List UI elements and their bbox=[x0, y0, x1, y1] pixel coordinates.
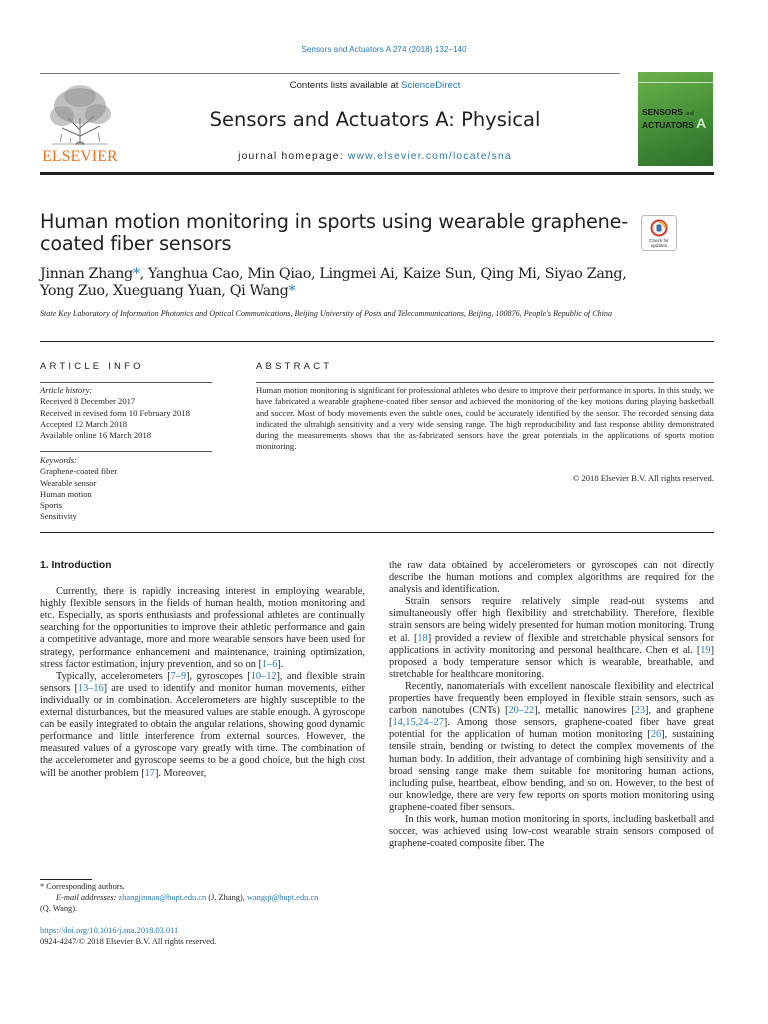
ref-link[interactable]: 23 bbox=[634, 705, 646, 717]
text: ], and graphene [ bbox=[389, 705, 714, 729]
email-zhang-who: (J. Zhang), bbox=[206, 893, 247, 902]
text: ]. bbox=[277, 658, 284, 670]
journal-homepage bbox=[130, 151, 620, 162]
text: ], sustaining tensile strain, bending or twisting to detect the complex movements of the human body. In addition, their advantage of combining high sensitivity and a broad sensing range make them suitable for monitoring human actions, including pulse, heartbeat, elbow bending, and so on. However, to the best of our knowledge, there are very few reports on sports motion monitoring using graphene-coated fiber sensors. bbox=[389, 729, 714, 813]
footnote-corresponding: * Corresponding authors. bbox=[40, 882, 125, 891]
email-label: E-mail addresses: bbox=[56, 893, 119, 902]
ref-link[interactable]: 13–16 bbox=[77, 682, 104, 694]
ref-link[interactable]: 7–9 bbox=[170, 670, 187, 682]
header-thick-rule bbox=[40, 172, 714, 175]
ref-link[interactable]: 18 bbox=[417, 632, 428, 644]
author-first: Jinnan Zhang bbox=[40, 266, 133, 282]
abstract-rule bbox=[256, 382, 714, 383]
article-history bbox=[40, 385, 230, 441]
ref-link[interactable]: 20–22 bbox=[508, 705, 535, 717]
cover-title bbox=[642, 108, 706, 130]
doi-link[interactable]: https://doi.org/10.1016/j.sna.2018.03.011 bbox=[40, 926, 179, 935]
history-received: Received 8 December 2017 bbox=[40, 396, 136, 407]
check-updates-icon bbox=[641, 215, 677, 251]
authors-line2: Yong Zuo, Xueguang Yuan, Qi Wang bbox=[40, 283, 289, 299]
intro-heading: 1. Introduction bbox=[40, 560, 112, 571]
text: Typically, accelerometers [ bbox=[56, 670, 171, 682]
author-mark-2[interactable]: * bbox=[288, 283, 296, 299]
check-updates-text-1: Check for bbox=[649, 238, 669, 243]
history-label: Article history: bbox=[40, 385, 93, 395]
right-paragraph-1: the raw data obtained by accelerometers or gyroscopes can not directly describe the human motions and complex algorithms are required for the analysis and identification. bbox=[389, 560, 714, 596]
cover-stripe bbox=[638, 82, 713, 83]
affiliation: State Key Laboratory of Information Photonics and Optical Communications, Beijing University of Posts and Telecommunications, Beijing, 100876, People's Republic of China bbox=[40, 309, 612, 318]
body-right-column bbox=[389, 560, 714, 850]
email-link-wang[interactable]: wangqi@bupt.edu.cn bbox=[246, 893, 319, 902]
text: ] proposed a body temperature sensor which is wearable, breathable, and stretchable for healthcare monitoring. bbox=[389, 644, 714, 680]
text: ] provided a review of flexible and stretchable physical sensors for applications in activity monitoring and personal healthcare. Chen et al. [ bbox=[389, 632, 714, 656]
text: ]. Among those sensors, graphene-coated fiber have great potential for the application of human motion monitoring [ bbox=[389, 717, 714, 741]
footnote-wang: (Q. Wang). bbox=[40, 904, 78, 913]
ref-link[interactable]: 1–6 bbox=[261, 658, 278, 670]
journal-cover-image bbox=[638, 72, 713, 166]
keyword-item: Sports bbox=[40, 500, 62, 511]
cover-title-actuators: ACTUATORS bbox=[642, 120, 694, 130]
history-online: Available online 16 March 2018 bbox=[40, 430, 152, 441]
ref-link[interactable]: 10–12 bbox=[250, 670, 277, 682]
ref-link[interactable]: 26 bbox=[650, 729, 662, 741]
abstract-heading: ABSTRACT bbox=[256, 361, 333, 372]
issn-line: 0924-4247/© 2018 Elsevier B.V. All rights reserved. bbox=[40, 937, 217, 946]
right-paragraph-3 bbox=[389, 681, 714, 814]
journal-citation[interactable]: Sensors and Actuators A 274 (2018) 132–140 bbox=[301, 45, 467, 54]
cover-title-sensors: SENSORS bbox=[642, 107, 683, 117]
text: ] are used to identify and monitor human movements, either individually or in combination. Accelerometers are highly susceptible to the external disturbances, but the measured values are stable enough. A gyroscope can be easily integrated to obtain the angular relations, showing good dynamic performance and little interference from external sources. However, the measured values of a gyroscope vary greatly with time. The combination of the accelerometer and gyroscope seems to be a good choice, but the high cost will be another problem [ bbox=[40, 682, 366, 779]
journal-title: Sensors and Actuators A: Physical bbox=[209, 108, 541, 131]
text: ], gyroscopes [ bbox=[186, 670, 251, 682]
contents-prefix: Contents lists available at bbox=[289, 80, 402, 91]
text: Recently, nanomaterials with excellent nanoscale flexibility and electrical properties have frequently been employed in flexible strain sensors, such as carbon nanotubes (CNTs) [ bbox=[389, 680, 714, 717]
right-paragraph-4: In this work, human motion monitoring in sports, including basketball and soccer, was achieved using low-cost wearable strain sensors composed of graphene-coated composite fiber. The bbox=[389, 813, 714, 850]
abstract-copyright: © 2018 Elsevier B.V. All rights reserved. bbox=[572, 473, 714, 483]
email-link-zhang[interactable]: zhangjinnan@bupt.edu.cn bbox=[118, 893, 207, 902]
author-list bbox=[40, 266, 690, 300]
article-info-heading: ARTICLE INFO bbox=[40, 361, 144, 372]
contents-line bbox=[130, 80, 620, 91]
keyword-item: Human motion bbox=[40, 488, 92, 499]
right-paragraph-2 bbox=[389, 596, 714, 681]
text: ]. Moreover, bbox=[154, 767, 207, 779]
keywords-label: Keywords: bbox=[40, 455, 77, 465]
text: Currently, there is rapidly increasing interest in employing wearable, highly flexible sensors in the fields of human health, motion monitoring and etc. Especially, as sports enthusiasts and professional athletes are continually searching for the opportunities to improve their athletic performance and gain a competitive advantage, more and more wearable sensors have been used for strategy, performance enhancement and maintenance, training optimization, stress factor estimation, injury prevention, and so on [ bbox=[40, 586, 365, 670]
article-info-rule bbox=[40, 382, 212, 383]
footnote-rule bbox=[40, 879, 92, 880]
text: ], metallic nanowires [ bbox=[534, 705, 635, 717]
rule-above-info bbox=[40, 341, 714, 342]
authors-line1-rest: , Yanghua Cao, Min Qiao, Lingmei Ai, Kaize Sun, Qing Mi, Siyao Zang, bbox=[139, 266, 627, 282]
intro-paragraph-1 bbox=[40, 586, 365, 671]
body-left-column bbox=[40, 560, 365, 780]
keyword-item: Sensitivity bbox=[40, 511, 77, 522]
check-updates-text-2: updates bbox=[650, 243, 668, 248]
homepage-prefix: journal homepage: bbox=[238, 151, 348, 162]
ref-link[interactable]: 17 bbox=[144, 767, 155, 779]
article-title: Human motion monitoring in sports using wearable graphene-coated fiber sensors bbox=[40, 210, 628, 255]
keywords bbox=[40, 455, 230, 523]
intro-paragraph-2 bbox=[40, 671, 365, 780]
check-for-updates-badge[interactable] bbox=[641, 215, 677, 251]
author-mark-1[interactable]: * bbox=[132, 266, 140, 282]
rule-below-abstract bbox=[40, 532, 714, 533]
publisher-wordmark: ELSEVIER bbox=[42, 148, 118, 165]
text: ], and flexible strain sensors [ bbox=[40, 670, 365, 694]
header-top-rule bbox=[40, 73, 620, 74]
homepage-link[interactable]: www.elsevier.com/locate/sna bbox=[347, 151, 512, 162]
cover-title-a: A bbox=[696, 115, 707, 131]
history-accepted: Accepted 12 March 2018 bbox=[40, 418, 128, 429]
sciencedirect-link[interactable]: ScienceDirect bbox=[401, 80, 461, 91]
keywords-rule bbox=[40, 451, 212, 452]
ref-link[interactable]: 14,15,24–27 bbox=[392, 717, 444, 729]
keyword-item: Graphene-coated fiber bbox=[40, 466, 118, 477]
cover-title-and: and bbox=[685, 111, 694, 117]
footnote-emails bbox=[40, 892, 380, 903]
text: Strain sensors require relatively simple read-out systems and simultaneously offer high flexibility and stretchability. Therefore, flexible strain sensors are being widely presented for human motion monitoring. Trung et al. [ bbox=[389, 596, 714, 644]
ref-link[interactable]: 19 bbox=[700, 644, 711, 656]
abstract-text: Human motion monitoring is significant for professional athletes who desire to improve their performance in sports. In this study, we have fabricated a wearable graphene-coated fiber sensor and achieved the monitoring of the key motions during playing basketball and soccer. Most of body movements even the subtle ones, could be accurately identified by the sensor. The recorded sensing data indicated the ultrahigh sensitivity and a very wide sensing range. The high reproducibility and fast response ability demonstrated during the measurements shows that the as-fabricated sensors have the great potentials in the applications of sports motion monitoring. bbox=[256, 385, 714, 452]
keyword-item: Wearable sensor bbox=[40, 477, 97, 488]
history-revised: Received in revised form 10 February 2018 bbox=[40, 407, 190, 418]
